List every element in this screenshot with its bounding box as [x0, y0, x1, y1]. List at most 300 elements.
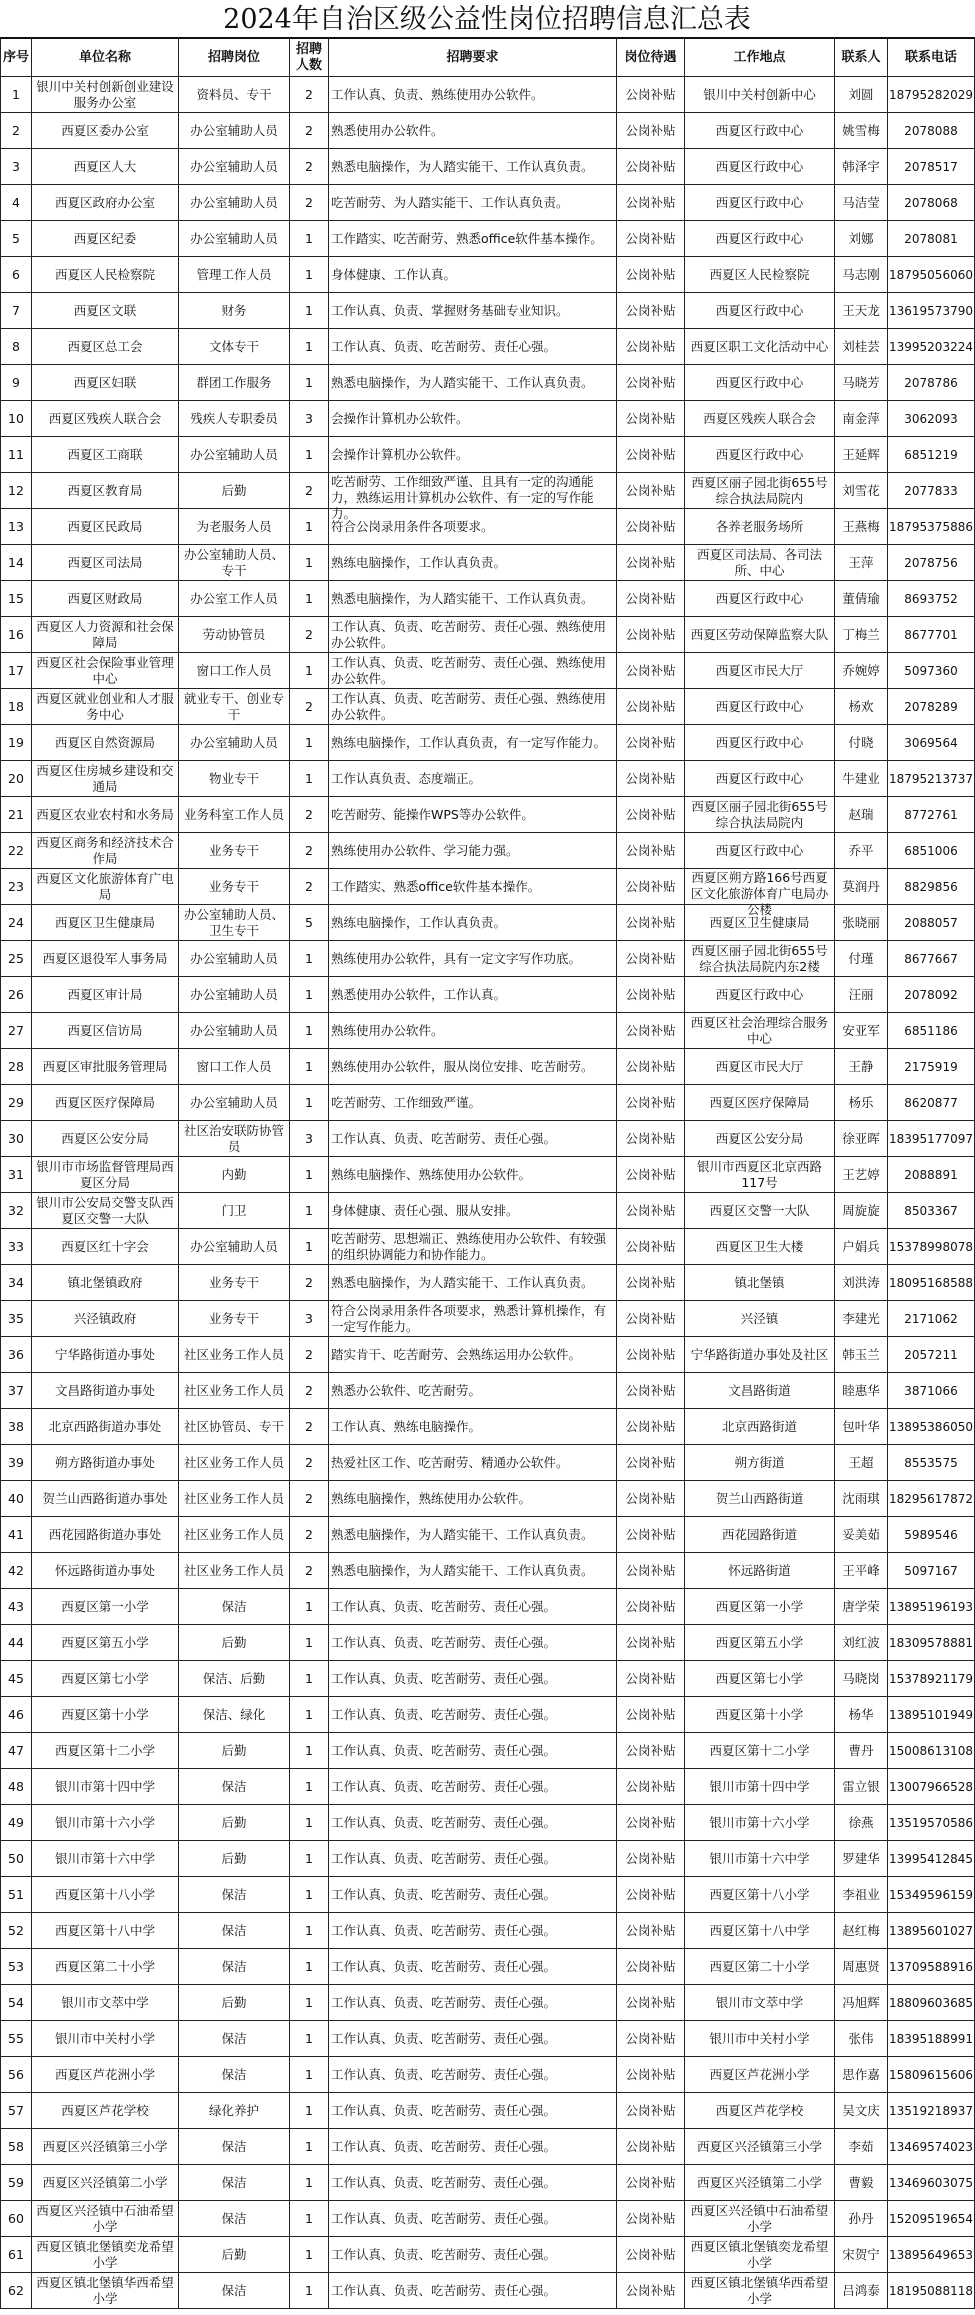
- cell-row-number: [1, 545, 32, 581]
- cell-work-location: [685, 257, 835, 293]
- cell-work-location: [685, 1409, 835, 1445]
- contact-phone-text: 6851186: [904, 1023, 958, 1038]
- cell-unit-name: [32, 437, 179, 473]
- cell-row-number: [1, 869, 32, 905]
- cell-contact-phone: [888, 1517, 975, 1553]
- contact-person-text: 周旋旋: [842, 1202, 880, 1218]
- cell-contact-person: [835, 581, 888, 617]
- headcount-text: 2: [305, 1490, 313, 1506]
- work-location-text: 西夏区社会治理综合服务中心: [690, 1014, 829, 1046]
- cell-requirements: [329, 653, 617, 689]
- position-text: 后勤: [221, 482, 247, 498]
- table-row: [1, 1229, 975, 1265]
- cell-compensation: [617, 1373, 685, 1409]
- contact-phone-text: 2078756: [904, 555, 958, 570]
- cell-row-number: [1, 581, 32, 617]
- position-text: 社区业务工作人员: [183, 1526, 284, 1542]
- table-row: [1, 1661, 975, 1697]
- cell-row-number: [1, 1373, 32, 1409]
- cell-work-location: [685, 2057, 835, 2093]
- cell-headcount: [290, 941, 329, 977]
- cell-contact-phone: [888, 905, 975, 941]
- cell-contact-phone: [888, 2273, 975, 2309]
- cell-work-location: [685, 1481, 835, 1517]
- cell-row-number: [1, 365, 32, 401]
- requirements-text: 工作认真、负责、吃苦耐劳、责任心强。: [331, 2066, 557, 2082]
- position-text: 就业专干、创业专干: [183, 690, 284, 722]
- requirements-text: 工作认真、负责、吃苦耐劳、责任心强。: [331, 2174, 557, 2190]
- work-location-text: 西夏区行政中心: [715, 194, 804, 210]
- cell-requirements: [329, 2129, 617, 2165]
- cell-contact-person: [835, 1949, 888, 1985]
- contact-phone-text: 15209519654: [889, 2211, 973, 2226]
- cell-row-number: [1, 1013, 32, 1049]
- cell-position: [179, 1733, 290, 1769]
- table-row: [1, 1121, 975, 1157]
- unit-name-text: 西夏区司法局: [67, 554, 143, 570]
- row-number-text: 53: [8, 1958, 24, 1974]
- cell-requirements: [329, 1517, 617, 1553]
- headcount-text: 2: [305, 878, 313, 894]
- contact-person-text: 王延辉: [842, 446, 880, 462]
- cell-row-number: [1, 1697, 32, 1733]
- work-location-text: 西夏区第十八中学: [709, 1922, 810, 1938]
- cell-compensation: [617, 1949, 685, 1985]
- work-location-text: 贺兰山西路街道: [715, 1490, 804, 1506]
- work-location-text: 西夏区第五小学: [715, 1634, 804, 1650]
- compensation-text: 公岗补贴: [625, 1310, 676, 1326]
- position-text: 群团工作服务: [196, 374, 272, 390]
- cell-contact-phone: [888, 1589, 975, 1625]
- cell-requirements: [329, 365, 617, 401]
- cell-unit-name: [32, 581, 179, 617]
- cell-compensation: [617, 1589, 685, 1625]
- cell-position: [179, 1481, 290, 1517]
- compensation-text: 公岗补贴: [625, 2282, 676, 2298]
- work-location-text: 西夏区卫生大楼: [715, 1238, 804, 1254]
- cell-requirements: [329, 1589, 617, 1625]
- cell-row-number: [1, 1193, 32, 1229]
- cell-position: [179, 1877, 290, 1913]
- position-text: 保洁: [221, 1778, 247, 1794]
- requirements-text: 工作认真、负责、吃苦耐劳、责任心强。: [331, 1814, 557, 1830]
- cell-work-location: [685, 1229, 835, 1265]
- header-unit-name: 单位名称: [32, 38, 179, 77]
- cell-requirements: [329, 401, 617, 437]
- requirements-text: 熟练电脑操作，工作认真负责，有一定写作能力。: [331, 734, 607, 750]
- cell-headcount: [290, 1697, 329, 1733]
- compensation-text: 公岗补贴: [625, 1202, 676, 1218]
- headcount-text: 1: [305, 2282, 313, 2298]
- unit-name-text: 西夏区政府办公室: [54, 194, 155, 210]
- cell-row-number: [1, 1733, 32, 1769]
- cell-position: [179, 1157, 290, 1193]
- cell-contact-person: [835, 653, 888, 689]
- cell-unit-name: [32, 545, 179, 581]
- cell-position: [179, 581, 290, 617]
- cell-headcount: [290, 1337, 329, 1373]
- cell-contact-phone: [888, 1913, 975, 1949]
- table-row: [1, 761, 975, 797]
- cell-compensation: [617, 1445, 685, 1481]
- headcount-text: 2: [305, 86, 313, 102]
- row-number-text: 52: [8, 1922, 24, 1938]
- headcount-text: 2: [305, 1526, 313, 1542]
- row-number-text: 38: [8, 1418, 24, 1434]
- compensation-text: 公岗补贴: [625, 1238, 676, 1254]
- position-text: 保洁: [221, 2210, 247, 2226]
- table-row: [1, 2273, 975, 2309]
- cell-unit-name: [32, 1661, 179, 1697]
- compensation-text: 公岗补贴: [625, 338, 676, 354]
- cell-work-location: [685, 725, 835, 761]
- table-row: [1, 2021, 975, 2057]
- table-row: [1, 689, 975, 725]
- position-text: 办公室辅助人员、卫生专干: [183, 906, 284, 938]
- cell-position: [179, 1121, 290, 1157]
- table-row: [1, 1877, 975, 1913]
- cell-position: [179, 185, 290, 221]
- cell-contact-phone: [888, 1877, 975, 1913]
- work-location-text: 西夏区行政中心: [715, 158, 804, 174]
- cell-headcount: [290, 293, 329, 329]
- cell-work-location: [685, 2129, 835, 2165]
- unit-name-text: 银川市文萃中学: [61, 1994, 149, 2010]
- position-text: 保洁: [221, 2282, 247, 2298]
- contact-phone-text: 2078092: [904, 987, 958, 1002]
- cell-requirements: [329, 1661, 617, 1697]
- cell-headcount: [290, 1769, 329, 1805]
- cell-row-number: [1, 1049, 32, 1085]
- cell-work-location: [685, 365, 835, 401]
- work-location-text: 西夏区行政中心: [715, 986, 804, 1002]
- cell-row-number: [1, 2093, 32, 2129]
- row-number-text: 46: [8, 1706, 24, 1722]
- cell-contact-phone: [888, 1949, 975, 1985]
- work-location-text: 西夏区第十八小学: [709, 1886, 810, 1902]
- row-number-text: 61: [8, 2246, 24, 2262]
- row-number-text: 1: [12, 86, 20, 102]
- cell-unit-name: [32, 1877, 179, 1913]
- cell-work-location: [685, 113, 835, 149]
- contact-phone-text: 2078786: [904, 375, 958, 390]
- cell-contact-person: [835, 113, 888, 149]
- table-row: [1, 293, 975, 329]
- table-row: [1, 1949, 975, 1985]
- cell-work-location: [685, 1337, 835, 1373]
- work-location-text: 西夏区残疾人联合会: [703, 410, 816, 426]
- cell-contact-phone: [888, 797, 975, 833]
- contact-phone-text: 13709588916: [889, 1959, 973, 1974]
- cell-headcount: [290, 1913, 329, 1949]
- requirements-text: 工作认真、负责、吃苦耐劳、责任心强。: [331, 2102, 557, 2118]
- cell-requirements: [329, 1733, 617, 1769]
- cell-requirements: [329, 1229, 617, 1265]
- cell-headcount: [290, 833, 329, 869]
- cell-unit-name: [32, 761, 179, 797]
- cell-headcount: [290, 1589, 329, 1625]
- cell-compensation: [617, 1481, 685, 1517]
- cell-contact-phone: [888, 1265, 975, 1301]
- cell-work-location: [685, 2201, 835, 2237]
- cell-requirements: [329, 1913, 617, 1949]
- headcount-text: 1: [305, 446, 313, 462]
- cell-position: [179, 2021, 290, 2057]
- contact-person-text: 王超: [848, 1454, 874, 1470]
- cell-row-number: [1, 1517, 32, 1553]
- cell-contact-person: [835, 437, 888, 473]
- contact-phone-text: 15378921179: [889, 1671, 973, 1686]
- contact-phone-text: 18795213737: [889, 771, 973, 786]
- table-row: [1, 905, 975, 941]
- cell-row-number: [1, 1229, 32, 1265]
- contact-person-text: 李祖业: [842, 1886, 880, 1902]
- headcount-text: 2: [305, 626, 313, 642]
- contact-phone-text: 13995412845: [889, 1851, 973, 1866]
- cell-unit-name: [32, 977, 179, 1013]
- cell-requirements: [329, 941, 617, 977]
- cell-compensation: [617, 2093, 685, 2129]
- cell-unit-name: [32, 1553, 179, 1589]
- cell-work-location: [685, 1445, 835, 1481]
- contact-phone-text: 8829856: [904, 879, 958, 894]
- compensation-text: 公岗补贴: [625, 86, 676, 102]
- headcount-text: 1: [305, 302, 313, 318]
- cell-work-location: [685, 1661, 835, 1697]
- contact-phone-text: 8620877: [904, 1095, 958, 1110]
- cell-position: [179, 1589, 290, 1625]
- contact-person-text: 张晓丽: [842, 914, 880, 930]
- row-number-text: 50: [8, 1850, 24, 1866]
- cell-contact-phone: [888, 2021, 975, 2057]
- cell-headcount: [290, 1553, 329, 1589]
- work-location-text: 西夏区兴泾镇第三小学: [696, 2138, 822, 2154]
- cell-row-number: [1, 293, 32, 329]
- compensation-text: 公岗补贴: [625, 590, 676, 606]
- position-text: 保洁、绿化: [202, 1706, 266, 1722]
- header-headcount: 招聘人数: [290, 38, 329, 77]
- headcount-text: 1: [305, 518, 313, 534]
- document-title: 2024年自治区级公益性岗位招聘信息汇总表: [223, 4, 751, 35]
- compensation-text: 公岗补贴: [625, 266, 676, 282]
- cell-contact-phone: [888, 581, 975, 617]
- cell-requirements: [329, 2165, 617, 2201]
- cell-headcount: [290, 1481, 329, 1517]
- requirements-text: 熟悉电脑操作，为人踏实能干、工作认真负责。: [331, 1562, 594, 1578]
- work-location-text: 西夏区卫生健康局: [709, 914, 810, 930]
- cell-contact-person: [835, 1517, 888, 1553]
- cell-position: [179, 617, 290, 653]
- position-text: 社区协管员、专干: [183, 1418, 284, 1434]
- cell-contact-phone: [888, 293, 975, 329]
- cell-unit-name: [32, 1913, 179, 1949]
- work-location-text: 朔方街道: [734, 1454, 785, 1470]
- cell-contact-person: [835, 185, 888, 221]
- cell-requirements: [329, 1085, 617, 1121]
- position-text: 财务: [221, 302, 247, 318]
- headcount-text: 2: [305, 194, 313, 210]
- unit-name-text: 西夏区红十字会: [61, 1238, 149, 1254]
- headcount-text: 2: [305, 1418, 313, 1434]
- cell-unit-name: [32, 2021, 179, 2057]
- cell-requirements: [329, 77, 617, 113]
- contact-person-text: 王静: [848, 1058, 874, 1074]
- requirements-text: 熟悉办公软件、吃苦耐劳。: [331, 1382, 482, 1398]
- requirements-text: 吃苦耐劳、工作细致严谨。: [331, 1094, 482, 1110]
- contact-person-text: 南金萍: [842, 410, 880, 426]
- cell-unit-name: [32, 1049, 179, 1085]
- cell-contact-phone: [888, 725, 975, 761]
- cell-contact-phone: [888, 1625, 975, 1661]
- cell-unit-name: [32, 401, 179, 437]
- cell-contact-person: [835, 689, 888, 725]
- unit-name-text: 西夏区芦花洲小学: [54, 2066, 155, 2082]
- unit-name-text: 朔方路街道办事处: [54, 1454, 155, 1470]
- table-row: [1, 185, 975, 221]
- compensation-text: 公岗补贴: [625, 1922, 676, 1938]
- cell-work-location: [685, 869, 835, 917]
- cell-headcount: [290, 2201, 329, 2237]
- cell-contact-phone: [888, 257, 975, 293]
- position-text: 社区业务工作人员: [183, 1490, 284, 1506]
- row-number-text: 3: [12, 158, 20, 174]
- unit-name-text: 西夏区兴泾镇中石油希望小学: [36, 2202, 174, 2234]
- contact-phone-text: 13895101949: [889, 1707, 973, 1722]
- requirements-text: 工作认真、负责、吃苦耐劳、责任心强。: [331, 1922, 557, 1938]
- unit-name-text: 西夏区妇联: [73, 374, 137, 390]
- work-location-text: 西夏区第二十小学: [709, 1958, 810, 1974]
- row-number-text: 35: [8, 1310, 24, 1326]
- cell-contact-person: [835, 2273, 888, 2309]
- requirements-text: 熟悉电脑操作，为人踏实能干、工作认真负责。: [331, 374, 594, 390]
- contact-phone-text: 3069564: [904, 735, 958, 750]
- unit-name-text: 西夏区镇北堡镇奕龙希望小学: [36, 2238, 174, 2270]
- table-row: [1, 1265, 975, 1301]
- contact-person-text: 唐学荣: [842, 1598, 880, 1614]
- cell-position: [179, 1445, 290, 1481]
- cell-headcount: [290, 1013, 329, 1049]
- cell-contact-phone: [888, 2057, 975, 2093]
- requirements-text: 吃苦耐劳、思想端正、熟练使用办公软件、有较强的组织协调能力和协作能力。: [331, 1230, 607, 1262]
- cell-position: [179, 2093, 290, 2129]
- table-row: [1, 1481, 975, 1517]
- cell-contact-person: [835, 221, 888, 257]
- position-text: 后勤: [221, 1814, 247, 1830]
- contact-phone-text: 13895649653: [889, 2247, 973, 2262]
- cell-work-location: [685, 1301, 835, 1337]
- cell-contact-phone: [888, 689, 975, 725]
- cell-work-location: [685, 797, 835, 833]
- cell-requirements: [329, 1193, 617, 1229]
- contact-person-text: 户娟兵: [842, 1238, 880, 1254]
- table-row: [1, 401, 975, 437]
- headcount-text: 2: [305, 1562, 313, 1578]
- requirements-text: 工作认真、负责、吃苦耐劳、责任心强、熟练使用办公软件。: [331, 690, 607, 722]
- cell-position: [179, 221, 290, 257]
- table-row: [1, 1085, 975, 1121]
- cell-compensation: [617, 1805, 685, 1841]
- compensation-text: 公岗补贴: [625, 1850, 676, 1866]
- cell-row-number: [1, 1265, 32, 1301]
- contact-person-text: 思作嘉: [842, 2066, 880, 2082]
- unit-name-text: 西夏区总工会: [67, 338, 143, 354]
- cell-row-number: [1, 1769, 32, 1805]
- row-number-text: 51: [8, 1886, 24, 1902]
- headcount-text: 1: [305, 1238, 313, 1254]
- cell-contact-person: [835, 1661, 888, 1697]
- cell-row-number: [1, 1841, 32, 1877]
- cell-work-location: [685, 1805, 835, 1841]
- cell-compensation: [617, 833, 685, 869]
- cell-compensation: [617, 1697, 685, 1733]
- table-row: [1, 617, 975, 653]
- cell-requirements: [329, 329, 617, 365]
- cell-compensation: [617, 905, 685, 941]
- table-row: [1, 1733, 975, 1769]
- cell-requirements: [329, 797, 617, 833]
- unit-name-text: 西夏区退役军人事务局: [42, 950, 168, 966]
- cell-contact-person: [835, 1769, 888, 1805]
- cell-contact-person: [835, 833, 888, 869]
- cell-unit-name: [32, 1805, 179, 1841]
- cell-contact-phone: [888, 977, 975, 1013]
- cell-unit-name: [32, 869, 179, 905]
- cell-position: [179, 869, 290, 905]
- compensation-text: 公岗补贴: [625, 2174, 676, 2190]
- row-number-text: 27: [8, 1022, 24, 1038]
- compensation-text: 公岗补贴: [625, 1490, 676, 1506]
- unit-name-text: 西夏区纪委: [73, 230, 137, 246]
- position-text: 内勤: [221, 1166, 247, 1182]
- compensation-text: 公岗补贴: [625, 1058, 676, 1074]
- cell-contact-person: [835, 761, 888, 797]
- cell-unit-name: [32, 1517, 179, 1553]
- cell-contact-person: [835, 545, 888, 581]
- cell-compensation: [617, 1769, 685, 1805]
- contact-person-text: 睦惠华: [842, 1382, 880, 1398]
- cell-requirements: [329, 1697, 617, 1733]
- work-location-text: 银川中关村创新中心: [703, 86, 816, 102]
- cell-row-number: [1, 761, 32, 797]
- headcount-text: 1: [305, 266, 313, 282]
- contact-phone-text: 6851219: [904, 447, 958, 462]
- unit-name-text: 西夏区公安分局: [61, 1130, 149, 1146]
- cell-position: [179, 1229, 290, 1265]
- contact-phone-text: 8693752: [904, 591, 958, 606]
- cell-work-location: [685, 2273, 835, 2309]
- contact-person-text: 妥美茹: [842, 1526, 880, 1542]
- cell-requirements: [329, 2273, 617, 2309]
- cell-contact-person: [835, 149, 888, 185]
- cell-compensation: [617, 1049, 685, 1085]
- cell-position: [179, 1625, 290, 1661]
- headcount-text: 1: [305, 1850, 313, 1866]
- cell-contact-phone: [888, 77, 975, 113]
- compensation-text: 公岗补贴: [625, 194, 676, 210]
- row-number-text: 58: [8, 2138, 24, 2154]
- contact-person-text: 徐亚晖: [842, 1130, 880, 1146]
- compensation-text: 公岗补贴: [625, 2030, 676, 2046]
- cell-headcount: [290, 581, 329, 617]
- cell-row-number: [1, 2165, 32, 2201]
- table-row: [1, 1625, 975, 1661]
- contact-phone-text: 18809603685: [889, 1995, 973, 2010]
- position-text: 资料员、专干: [196, 86, 272, 102]
- contact-phone-text: 2078289: [904, 699, 958, 714]
- contact-phone-text: 2088057: [904, 915, 958, 930]
- cell-requirements: [329, 437, 617, 473]
- cell-unit-name: [32, 1481, 179, 1517]
